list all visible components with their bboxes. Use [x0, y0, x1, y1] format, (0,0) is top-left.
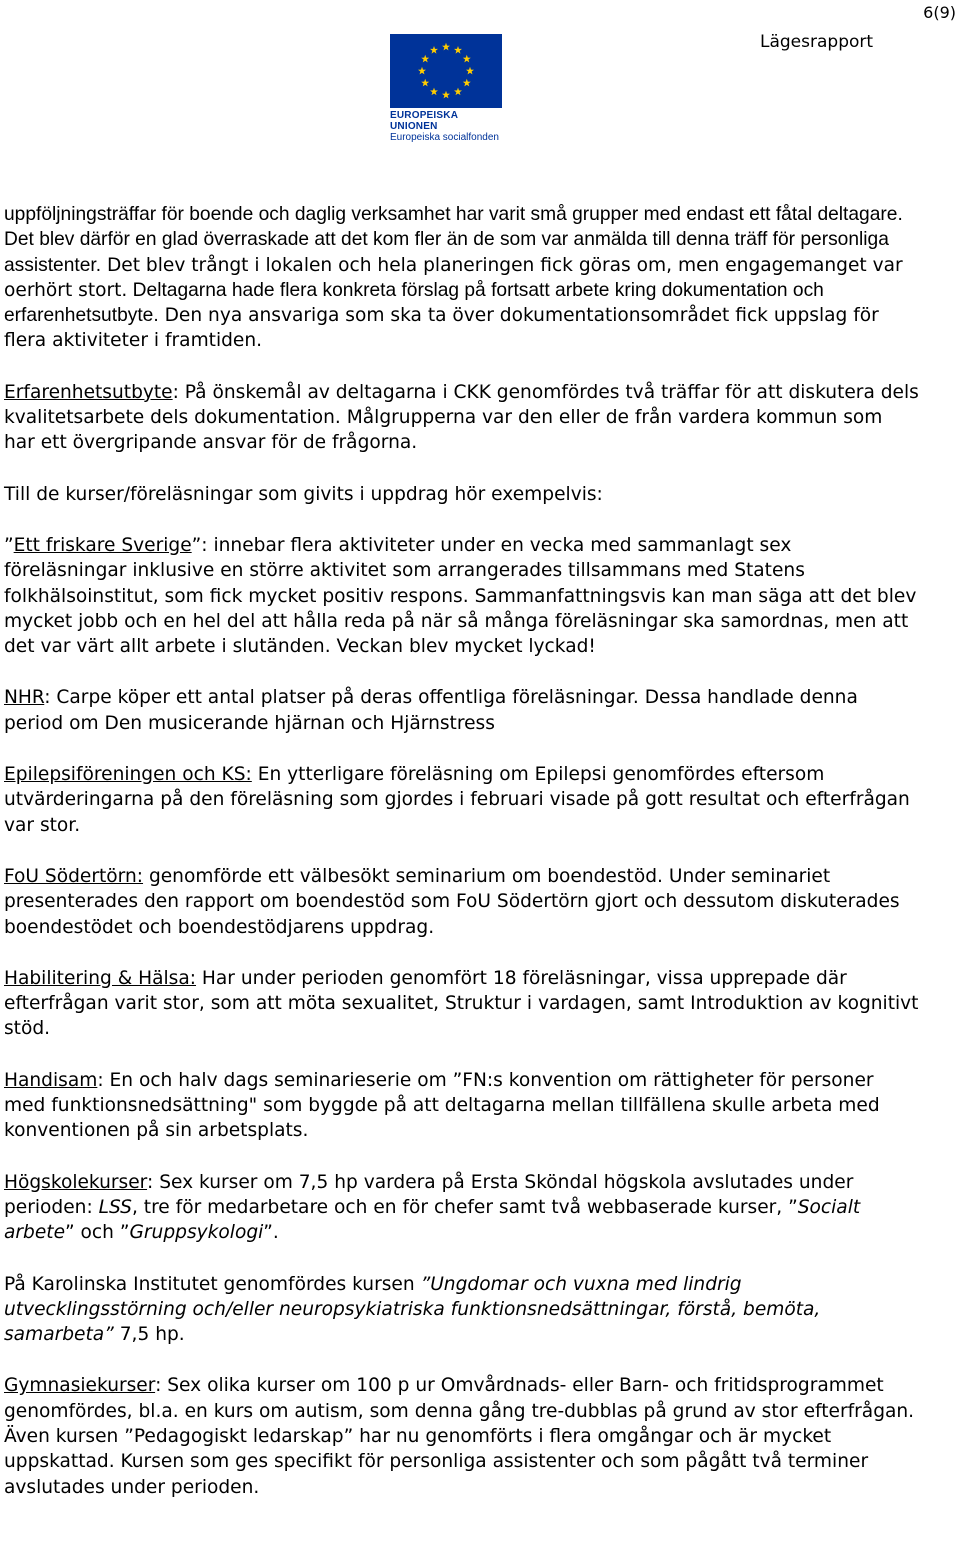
- course-name: Gruppsykologi: [129, 1222, 264, 1244]
- quote-mark: ”: [4, 534, 14, 556]
- paragraph-text: ” och ”: [65, 1222, 130, 1244]
- logo-text-esf: Europeiska socialfonden: [390, 132, 499, 143]
- paragraph-nhr: [4, 685, 919, 736]
- eu-flag-icon: [390, 34, 502, 108]
- paragraph-handisam: [4, 1068, 919, 1144]
- paragraph-text: : På önskemål av deltagarna i CKK genomfördes två träffar för att diskutera dels kvalitetsarbete dels dokumentation. Målgrupperna var den eller de från vardera kommun som har ett övergripande ansvar för de frågorna.: [4, 381, 919, 454]
- heading-habilitering: Habilitering & Hälsa:: [4, 967, 197, 989]
- paragraph-text: 7,5 hp.: [113, 1324, 185, 1346]
- paragraph-text: , tre för medarbetare och en för chefer samt två webbaserade kurser, ”: [131, 1196, 798, 1218]
- heading-hogskolekurser: Högskolekurser: [4, 1171, 148, 1193]
- paragraph-text: ”: innebar flera aktiviteter under en vecka med sammanlagt sex föreläsningar inklusive en större aktivitet som arrangerades tillsammans med Statens folkhälsoinstitut, som fick mycket positiv respons. Sammanfattningsvis kan man säga att det blev mycket jobb och en hel del att hålla reda på när så många föreläsningar ska samordnas, men att det var värt allt arbete i slutänden. Veckan blev mycket lyckad!: [4, 534, 917, 658]
- paragraph-courses-intro: [4, 482, 919, 507]
- paragraph-hogskolekurser: [4, 1170, 919, 1246]
- course-name: ”Ungdomar och vuxna med lindrig utvecklingsstörning och/eller neuropsykiatriska funktionsnedsättningar, förstå, bemöta, samarbeta”: [4, 1273, 821, 1346]
- paragraph-text: En ytterligare föreläsning om Epilepsi genomfördes eftersom utvärderingarna på den föreläsning som gjordes i februari visade på gott resultat och efterfrågan var stor.: [4, 764, 910, 836]
- paragraph-text: Deltagarna hade flera konkreta förslag på fortsatt arbete kring dokumentation och erfarenhetsutbyte.: [4, 279, 824, 327]
- paragraph-habilitering: [4, 966, 919, 1042]
- paragraph-epilepsi: [4, 762, 919, 838]
- paragraph-friskare-sverige: [4, 533, 919, 659]
- logo-text-eu: EUROPEISKA UNIONEN: [390, 110, 458, 132]
- heading-handisam: Handisam: [4, 1069, 98, 1091]
- paragraph-erfarenhetsutbyte: [4, 380, 919, 456]
- heading-epilepsi: Epilepsiföreningen och KS:: [4, 764, 252, 786]
- paragraph-text: uppföljningsträffar för boende och daglig verksamhet har varit små grupper med endast ett fåtal deltagare. Det blev därför en glad överraskade att det kom fler än de som var anmälda till denna träff för personliga assistenter.: [4, 204, 903, 276]
- paragraph-gymnasiekurser: [4, 1373, 919, 1499]
- course-name: Socialt arbete: [4, 1196, 861, 1244]
- paragraph-followup: [4, 202, 919, 354]
- paragraph-fou: [4, 864, 919, 940]
- paragraph-text: Den nya ansvariga som ska ta över dokumentationsområdet fick uppslag för flera aktiviteter i framtiden.: [4, 305, 879, 352]
- paragraph-text: : En och halv dags seminarieserie om ”FN:s konvention om rättigheter för personer med funktionsnedsättning" som byggde på att deltagarna mellan tillfällena skulle arbeta med konventionen på sin arbetsplats.: [4, 1069, 880, 1142]
- paragraph-text: : Carpe köper ett antal platser på deras offentliga föreläsningar. Dessa handlade denna period om Den musicerande hjärnan och Hjärnstress: [4, 687, 858, 734]
- paragraph-text: Har under perioden genomfört 18 föreläsningar, vissa upprepade där efterfrågan varit stor, som att möta sexualitet, Struktur i vardagen, samt Introduktion av kognitivt stöd.: [4, 967, 919, 1040]
- eu-logo: [390, 34, 502, 143]
- document-body: [4, 202, 919, 1526]
- paragraph-text: Det blev trångt i lokalen och hela planeringen fick göras om, men engagemanget var oerhört stort.: [4, 254, 903, 301]
- paragraph-text: Till de kurser/föreläsningar som givits i uppdrag hör exempelvis:: [4, 483, 603, 505]
- paragraph-text: genomförde ett välbesökt seminarium om boendestöd. Under seminariet presenterades den rapport om boendestöd som FoU Södertörn gjort och dessutom diskuterades boendestödet och boendestödjarens uppdrag.: [4, 865, 900, 938]
- paragraph-text: : Sex olika kurser om 100 p ur Omvårdnads- eller Barn- och fritidsprogrammet genomfördes, bl.a. en kurs om autism, som denna gång tre-dubblas på grund av stor efterfrågan. Även kursen ”Pedagogiskt ledarskap” har nu genomförts i flera omgångar och är mycket uppskattad. Kursen som ges specifikt för personliga assistenter och som pågått två terminer avslutades under perioden.: [4, 1375, 915, 1498]
- header-title: Lägesrapport: [760, 32, 874, 52]
- page-number: 6(9): [923, 3, 956, 22]
- course-name: LSS: [98, 1196, 132, 1218]
- paragraph-text: : Sex kurser om 7,5 hp vardera på Ersta Sköndal högskola avslutades under perioden:: [4, 1171, 854, 1218]
- paragraph-text: ”.: [263, 1222, 279, 1244]
- heading-nhr: NHR: [4, 687, 45, 709]
- heading-friskare-sverige: Ett friskare Sverige: [13, 534, 192, 556]
- paragraph-text: På Karolinska Institutet genomfördes kursen: [4, 1273, 421, 1295]
- heading-gymnasiekurser: Gymnasiekurser: [4, 1375, 156, 1397]
- heading-fou: FoU Södertörn:: [4, 865, 144, 887]
- heading-erfarenhetsutbyte: Erfarenhetsutbyte: [4, 381, 173, 403]
- paragraph-karolinska: [4, 1272, 919, 1348]
